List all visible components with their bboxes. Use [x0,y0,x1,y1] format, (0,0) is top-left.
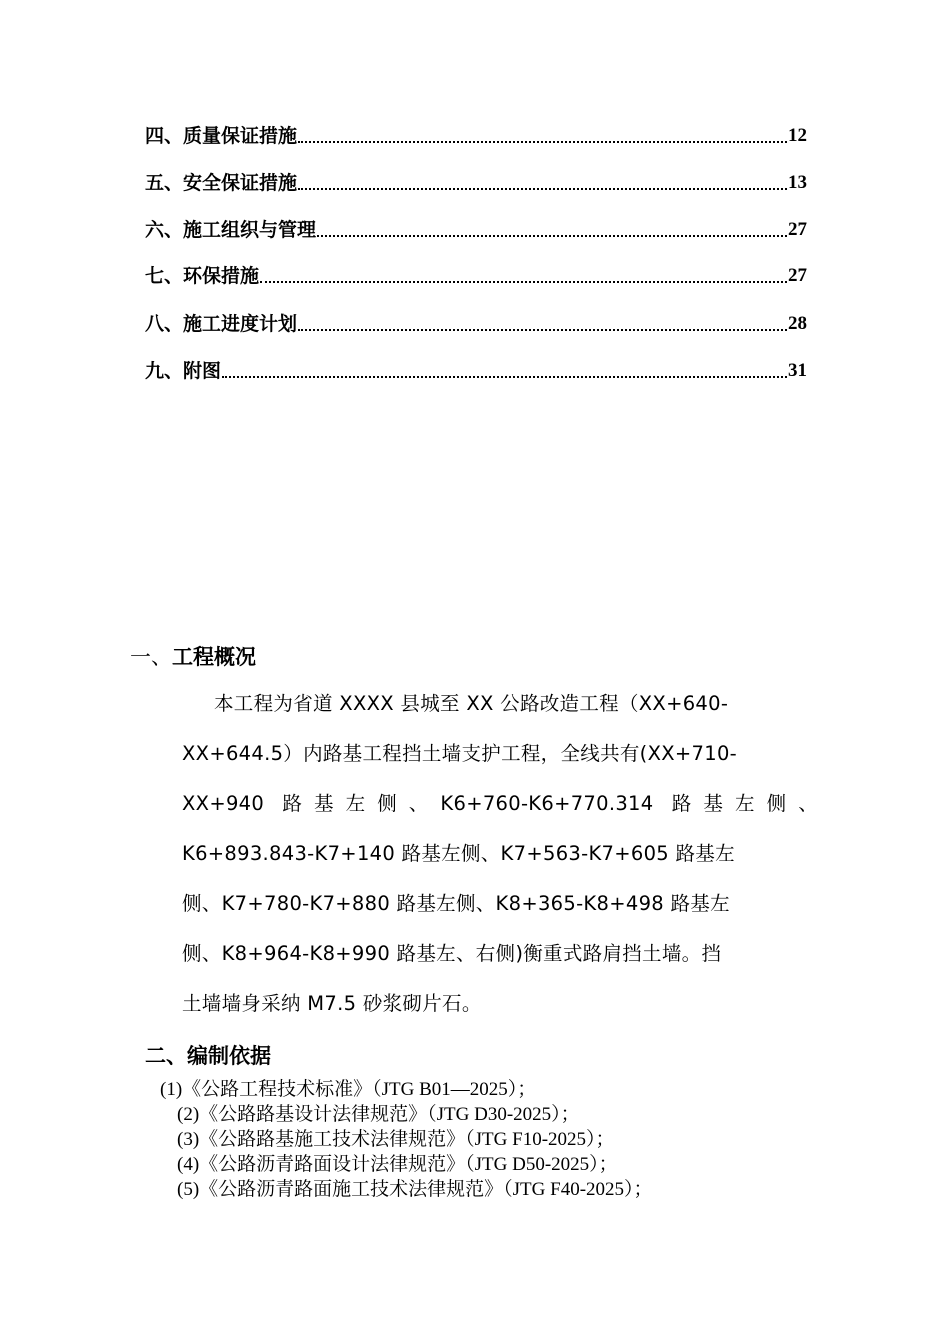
toc-entry[interactable] [145,311,807,337]
reference-item: (5)《公路沥青路面施工技术法律规范》（JTG F40-2025）； [177,1179,653,1200]
reference-item: (3)《公路路基施工技术法律规范》（JTG F10-2025）； [177,1129,615,1150]
section-number: 一、 [130,645,172,669]
toc-page-number: 31 [788,360,807,381]
section-heading [130,641,256,671]
toc-entry[interactable] [145,170,807,196]
toc-entry[interactable] [145,358,807,384]
toc-entry[interactable] [145,123,807,149]
reference-item: (2)《公路路基设计法律规范》（JTG D30-2025）； [177,1104,580,1125]
toc-leader [222,376,787,378]
toc-title: 四、质量保证措施 [145,125,298,147]
toc-leader [317,235,787,237]
toc-page-number: 28 [788,313,807,334]
toc-leader [298,188,787,190]
paragraph-line: 侧、K7+780-K7+880 路基左侧、K8+365-K8+498 路基左 [182,892,730,915]
toc-page-number: 27 [788,219,807,240]
toc-leader [260,281,787,283]
paragraph-line: 侧、K8+964-K8+990 路基左、右侧)衡重式路肩挡土墙。挡 [182,942,722,965]
paragraph-line: XX+940 路基左侧、K6+760-K6+770.314 路基左侧、 [182,792,818,815]
toc-title: 九、附图 [145,360,222,382]
paragraph-line: XX+644.5）内路基工程挡土墙支护工程，全线共有(XX+710- [182,742,738,765]
toc-page-number: 13 [788,172,807,193]
reference-item: (1)《公路工程技术标准》（JTG B01—2025）； [160,1079,537,1100]
paragraph-line: 土墙墙身采纳 M7.5 砂浆砌片石。 [182,992,482,1015]
reference-item: (4)《公路沥青路面设计法律规范》（JTG D50-2025）； [177,1154,618,1175]
toc-leader [298,329,787,331]
toc-title: 五、安全保证措施 [145,172,298,194]
paragraph-line: K6+893.843-K7+140 路基左侧、K7+563-K7+605 路基左 [182,842,735,865]
toc-title: 八、施工进度计划 [145,313,298,335]
toc-entry[interactable] [145,217,807,243]
toc-page-number: 12 [788,125,807,146]
paragraph-line: 本工程为省道 XXXX 县城至 XX 公路改造工程（XX+640- [214,692,729,715]
toc-title: 七、环保措施 [145,265,260,287]
toc-page-number: 27 [788,265,807,286]
toc-leader [298,141,787,143]
toc-title: 六、施工组织与管理 [145,219,317,241]
section-title: 工程概况 [172,645,256,669]
section-heading: 二、编制依据 [145,1044,271,1068]
toc-entry[interactable] [145,263,807,289]
